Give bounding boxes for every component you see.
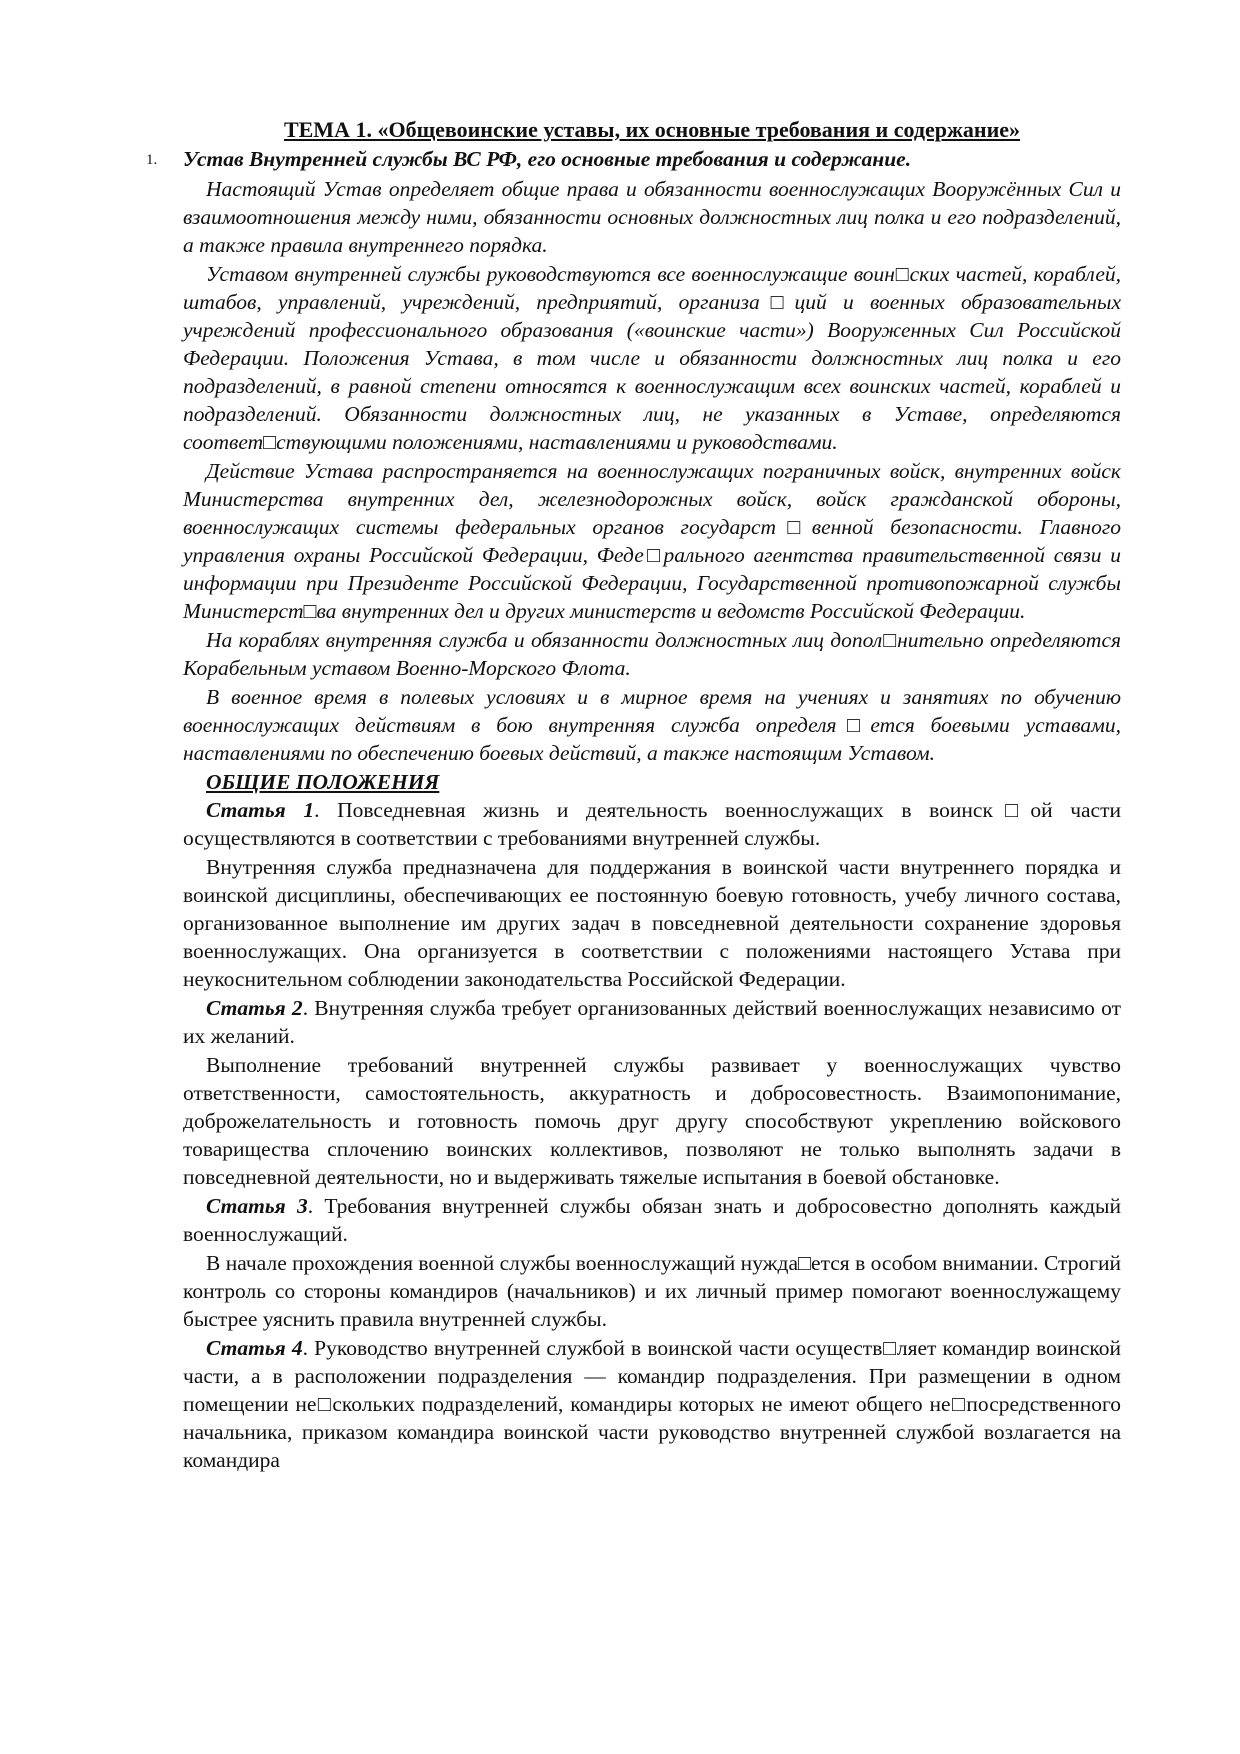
article-1-text: . Повседневная жизнь и деятельность военнослужащих в воинск□ой части осуществляются в соответствии с требованиями внутренней службы.	[183, 798, 1122, 850]
intro-paragraph-4: На кораблях внутренняя служба и обязанности должностных лиц допол□нительно определяются Корабельным уставом Военно-Морского Флота.	[183, 628, 1121, 680]
article-1	[183, 796, 1121, 852]
article-2-label: Статья 2	[206, 996, 303, 1020]
article-4-text: . Руководство внутренней службой в воинской части осуществ□ляет командир воинской части, а в расположении подразделения — командир подразделения. При размещении в одном помещении не□скольких подразделений, командиры которых не имеют общего не□посредственного начальника, приказом командира воинской части руководство внутренней службой возлагается на командира	[183, 1336, 1122, 1472]
intro-paragraph-3: Действие Устава распространяется на военнослужащих пограничных войск, внутренних войск Министерства внутренних дел, железнодорожных войск, войск гражданской обороны, военнослужащих системы федеральных органов государст□венной безопасности. Главного управления охраны Российской Федерации, Феде□рального агентства правительственной связи и информации при Президенте Российской Федерации, Государственной противопожарной службы Министерст□ва внутренних дел и других министерств и ведомств Российской Федерации.	[183, 459, 1121, 623]
article-3-text: . Требования внутренней службы обязан знать и добросовестно дополнять каждый военнослужащий.	[183, 1194, 1121, 1246]
intro-paragraph-1: Настоящий Устав определяет общие права и обязанности военнослужащих Вооружённых Сил и взаимоотношения между ними, обязанности основных должностных лиц полка и его подразделений, а также правила внутреннего порядка.	[183, 177, 1121, 257]
article-3-paragraph-1: В начале прохождения военной службы военнослужащий нужда□ется в особом внимании. Строгий контроль со стороны командиров (начальников) и их личный пример помогают военнослужащему быстрее уяснить правила внутренней службы.	[183, 1251, 1121, 1331]
section-number: 1.	[146, 152, 158, 168]
document-page	[146, 116, 1122, 1475]
section-heading-text: Устав Внутренней службы ВС РФ, его основные требования и содержание.	[183, 147, 912, 171]
article-2-paragraph-1: Выполнение требований внутренней службы развивает у военнослужащих чувство ответственности, самостоятельность, аккуратность и добросовестность. Взаимопонимание, доброжелательность и готовность помочь друг другу способствуют укреплению войскового товарищества сплочению воинских коллективов, позволяют не только выполнять задачи в повседневной деятельности, но и выдерживать тяжелые испытания в боевой обстановке.	[183, 1053, 1121, 1189]
article-3	[183, 1192, 1121, 1248]
article-2	[183, 994, 1121, 1050]
general-provisions-heading: ОБЩИЕ ПОЛОЖЕНИЯ	[206, 770, 440, 794]
article-4-label: Статья 4	[206, 1336, 303, 1360]
article-2-text: . Внутренняя служба требует организованных действий военнослужащих независимо от их желаний.	[183, 996, 1121, 1048]
intro-paragraph-2: Уставом внутренней службы руководствуются все военнослужащие воин□ских частей, кораблей, штабов, управлений, учреждений, предприятий, организа□ций и военных образовательных учреждений профессионального образования («воинские части») Вооруженных Сил Российской Федерации. Положения Устава, в том числе и обязанности должностных лиц полка и его подразделений, в равной степени относятся к военнослужащим всех воинских частей, кораблей и подразделений. Обязанности должностных лиц, не указанных в Уставе, определяются соответ□ствующими положениями, наставлениями и руководствами.	[183, 262, 1121, 454]
document-title: ТЕМА 1. «Общевоинские уставы, их основные требования и содержание»	[283, 117, 1021, 142]
article-1-paragraph-1: Внутренняя служба предназначена для поддержания в воинской части внутреннего порядка и воинской дисциплины, обеспечивающих ее постоянную боевую готовность, учебу личного состава, организованное выполнение им других задач в повседневной деятельности сохранение здоровья военнослужащих. Она организуется в соответствии с положениями настоящего Устава при неукоснительном соблюдении законодательства Российской Федерации.	[183, 855, 1121, 991]
section-heading	[146, 145, 1121, 173]
article-1-label: Статья 1	[206, 798, 315, 822]
article-4	[183, 1334, 1121, 1474]
intro-paragraph-5: В военное время в полевых условиях и в мирное время на учениях и занятиях по обучению военнослужащих действиям в бою внутренняя служба определя□ется боевыми уставами, наставлениями по обеспечению боевых действий, а также настоящим Уставом.	[183, 685, 1121, 765]
article-3-label: Статья 3	[206, 1194, 308, 1218]
